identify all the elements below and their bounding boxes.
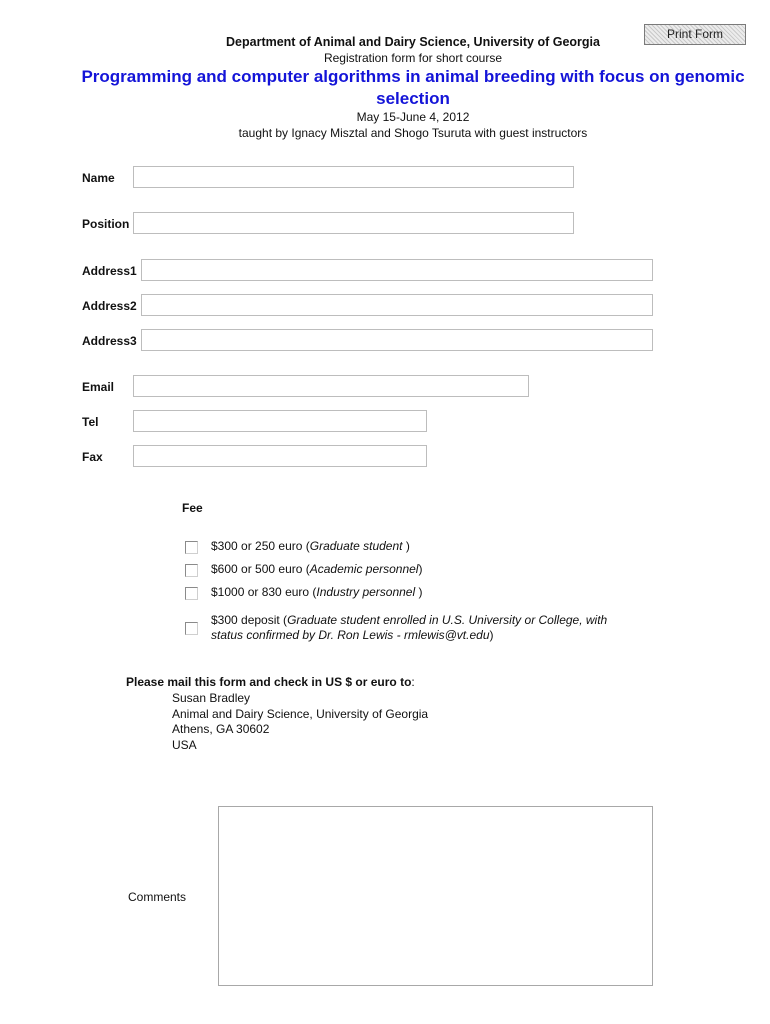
fee-label: Fee (182, 501, 203, 515)
course-dates: May 15-June 4, 2012 (356, 110, 470, 124)
address2-label: Address2 (82, 299, 137, 313)
fee-academic-checkbox[interactable] (185, 564, 198, 577)
address3-input[interactable] (141, 329, 653, 351)
comments-label: Comments (128, 890, 187, 904)
name-input[interactable] (133, 166, 574, 188)
mail-address-line: USA (172, 737, 197, 752)
fee-industry-label: $1000 or 830 euro (Industry personnel ) (211, 585, 423, 599)
fax-label: Fax (82, 450, 103, 464)
course-title: Programming and computer algorithms in animal breeding with focus on genomic selection (81, 67, 745, 108)
address3-label: Address3 (82, 334, 137, 348)
name-label: Name (82, 171, 115, 185)
fee-graduate-label: $300 or 250 euro (Graduate student ) (211, 539, 410, 553)
address2-input[interactable] (141, 294, 653, 316)
comments-textarea[interactable] (218, 806, 653, 986)
print-form-button[interactable]: Print Form (644, 24, 746, 45)
mail-address (172, 691, 428, 753)
address1-label: Address1 (82, 264, 137, 278)
fee-deposit-label: $300 deposit (Graduate student enrolled in U.S. University or College, with status confirmed by Dr. Ron Lewis - rmlewis@vt.edu) (211, 613, 608, 642)
fee-deposit-checkbox[interactable] (185, 622, 198, 635)
mail-address-line: Animal and Dairy Science, University of Georgia (172, 706, 429, 721)
position-input[interactable] (133, 212, 574, 234)
position-label: Position (82, 217, 130, 231)
fee-academic-label: $600 or 500 euro (Academic personnel) (211, 562, 423, 576)
fax-input[interactable] (133, 445, 427, 467)
tel-input[interactable] (133, 410, 427, 432)
mail-address-line: Athens, GA 30602 (172, 722, 270, 736)
form-subtitle: Registration form for short course (323, 51, 503, 65)
fee-industry-checkbox[interactable] (185, 587, 198, 600)
fee-graduate-checkbox[interactable] (185, 541, 198, 554)
email-input[interactable] (133, 375, 529, 397)
mail-heading: Please mail this form and check in US $ or euro to: (126, 675, 415, 689)
course-instructors: taught by Ignacy Misztal and Shogo Tsuruta with guest instructors (238, 126, 588, 140)
email-label: Email (82, 380, 115, 394)
mail-address-line: Susan Bradley (172, 691, 251, 705)
tel-label: Tel (82, 415, 99, 429)
department-heading: Department of Animal and Dairy Science, University of Georgia (226, 35, 600, 49)
address1-input[interactable] (141, 259, 653, 281)
